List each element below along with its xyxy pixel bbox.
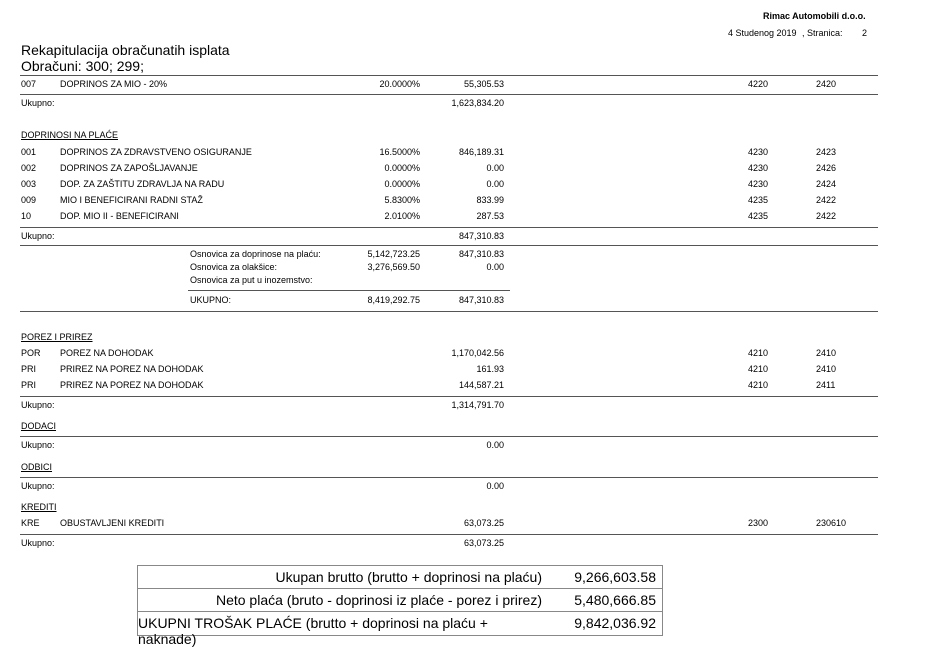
total-amount: 0.00 — [486, 481, 504, 491]
row-name: DOPRINOS ZA ZAPOŠLJAVANJE — [60, 163, 198, 173]
row-name: DOPRINOS ZA MIO - 20% — [60, 79, 168, 89]
divider — [20, 245, 878, 246]
row-account-1: 4230 — [748, 179, 769, 189]
base-amount: 0.00 — [486, 262, 504, 272]
bases-total-value: 8,419,292.75 — [367, 295, 420, 305]
summary-value: 9,266,603.58 — [574, 569, 656, 585]
divider — [20, 94, 878, 95]
row-account-2: 2426 — [816, 163, 837, 173]
row-account-2: 2420 — [816, 79, 837, 89]
section-title-krediti: KREDITI — [21, 502, 57, 512]
row-account-2: 2411 — [816, 380, 836, 390]
row-amount: 161.93 — [476, 364, 504, 374]
page-label: , Stranica: — [802, 28, 843, 38]
row-account-2: 2410 — [816, 364, 837, 374]
row-account-1: 4230 — [748, 147, 769, 157]
row-name: DOPRINOS ZA ZDRAVSTVENO OSIGURANJE — [60, 147, 252, 157]
row-code: 009 — [21, 195, 37, 205]
section-title-porez: POREZ I PRIREZ — [21, 332, 93, 342]
base-label: Osnovica za doprinose na plaću: — [190, 249, 321, 259]
row-account-1: 4230 — [748, 163, 769, 173]
divider — [20, 534, 878, 535]
summary-value: 9,842,036.92 — [574, 615, 656, 631]
row-amount: 1,170,042.56 — [451, 348, 504, 358]
total-label: Ukupno: — [21, 231, 55, 241]
base-value: 3,276,569.50 — [367, 262, 420, 272]
row-code: PRI — [21, 380, 37, 390]
summary-box-brutto — [137, 565, 663, 589]
row-code: PRI — [21, 364, 37, 374]
divider — [20, 436, 878, 437]
divider — [20, 477, 878, 478]
row-account-1: 4235 — [748, 195, 769, 205]
page-title: Rekapitulacija obračunatih isplata — [21, 42, 230, 58]
row-account-1: 4210 — [748, 364, 769, 374]
row-name: POREZ NA DOHODAK — [60, 348, 154, 358]
row-account-2: 2410 — [816, 348, 837, 358]
divider — [188, 290, 510, 291]
section-title-dodaci: DODACI — [21, 421, 57, 431]
row-rate: 20.0000% — [379, 79, 420, 89]
row-amount: 287.53 — [476, 211, 504, 221]
row-code: 10 — [21, 211, 32, 221]
row-code: POR — [21, 348, 41, 358]
row-account-1: 4210 — [748, 348, 769, 358]
row-code: 007 — [21, 79, 37, 89]
row-rate: 0.0000% — [384, 179, 420, 189]
page-number: 2 — [862, 28, 868, 38]
page-subtitle: Obračuni: 300; 299; — [21, 58, 144, 74]
summary-label: UKUPNI TROŠAK PLAĆE (brutto + doprinosi na plaću + naknade) — [138, 615, 488, 647]
row-amount: 144,587.21 — [458, 380, 504, 390]
divider — [20, 227, 878, 228]
row-account-1: 4210 — [748, 380, 769, 390]
row-rate: 2.0100% — [384, 211, 420, 221]
total-label: Ukupno: — [21, 538, 55, 548]
total-amount: 63,073.25 — [463, 538, 504, 548]
row-amount: 0.00 — [486, 179, 504, 189]
summary-label: Neto plaća (bruto - doprinosi iz plaće - porez i prirez) — [215, 592, 542, 608]
base-amount: 847,310.83 — [458, 249, 504, 259]
total-amount: 1,623,834.20 — [451, 98, 504, 108]
row-amount: 55,305.53 — [463, 79, 504, 89]
row-account-2: 2422 — [816, 195, 837, 205]
base-label: Osnovica za olakšice: — [190, 262, 278, 272]
row-amount: 63,073.25 — [463, 518, 504, 528]
summary-box-neto — [137, 588, 663, 612]
row-account-2: 2422 — [816, 211, 837, 221]
company-name: Rimac Automobili d.o.o. — [763, 11, 866, 21]
row-amount: 846,189.31 — [458, 147, 504, 157]
report-date: 4 Studenog 2019 — [728, 28, 797, 38]
bases-total-label: UKUPNO: — [190, 295, 232, 305]
row-account-2: 230610 — [816, 518, 847, 528]
row-amount: 0.00 — [486, 163, 504, 173]
section-title-odbici: ODBICI — [21, 462, 53, 472]
row-account-1: 2300 — [748, 518, 769, 528]
total-label: Ukupno: — [21, 98, 55, 108]
row-name: OBUSTAVLJENI KREDITI — [60, 518, 165, 528]
row-code: 002 — [21, 163, 37, 173]
summary-label: Ukupan brutto (brutto + doprinosi na plaću) — [275, 569, 542, 585]
total-label: Ukupno: — [21, 440, 55, 450]
row-name: DOP. ZA ZAŠTITU ZDRAVLJA NA RADU — [60, 179, 225, 189]
row-amount: 833.99 — [476, 195, 504, 205]
divider — [20, 75, 878, 76]
section-title-doprinosi: DOPRINOSI NA PLAĆE — [21, 130, 119, 140]
base-value: 5,142,723.25 — [367, 249, 420, 259]
total-label: Ukupno: — [21, 481, 55, 491]
total-amount: 1,314,791.70 — [451, 400, 504, 410]
base-label: Osnovica za put u inozemstvo: — [190, 275, 313, 285]
row-rate: 0.0000% — [384, 163, 420, 173]
row-account-1: 4235 — [748, 211, 769, 221]
row-name: DOP. MIO II - BENEFICIRANI — [60, 211, 179, 221]
row-name: MIO I BENEFICIRANI RADNI STAŽ — [60, 195, 203, 205]
summary-box-trosak — [137, 611, 663, 647]
total-amount: 847,310.83 — [458, 231, 504, 241]
total-label: Ukupno: — [21, 400, 55, 410]
row-code: KRE — [21, 518, 40, 528]
divider — [20, 311, 878, 312]
row-name: PRIREZ NA POREZ NA DOHODAK — [60, 380, 204, 390]
row-code: 001 — [21, 147, 37, 157]
bases-total-amount: 847,310.83 — [458, 295, 504, 305]
row-account-2: 2423 — [816, 147, 837, 157]
row-account-2: 2424 — [816, 179, 837, 189]
row-name: PRIREZ NA POREZ NA DOHODAK — [60, 364, 204, 374]
row-rate: 16.5000% — [379, 147, 420, 157]
row-rate: 5.8300% — [384, 195, 420, 205]
divider — [20, 396, 878, 397]
row-account-1: 4220 — [748, 79, 769, 89]
summary-value: 5,480,666.85 — [574, 592, 656, 608]
total-amount: 0.00 — [486, 440, 504, 450]
row-code: 003 — [21, 179, 37, 189]
